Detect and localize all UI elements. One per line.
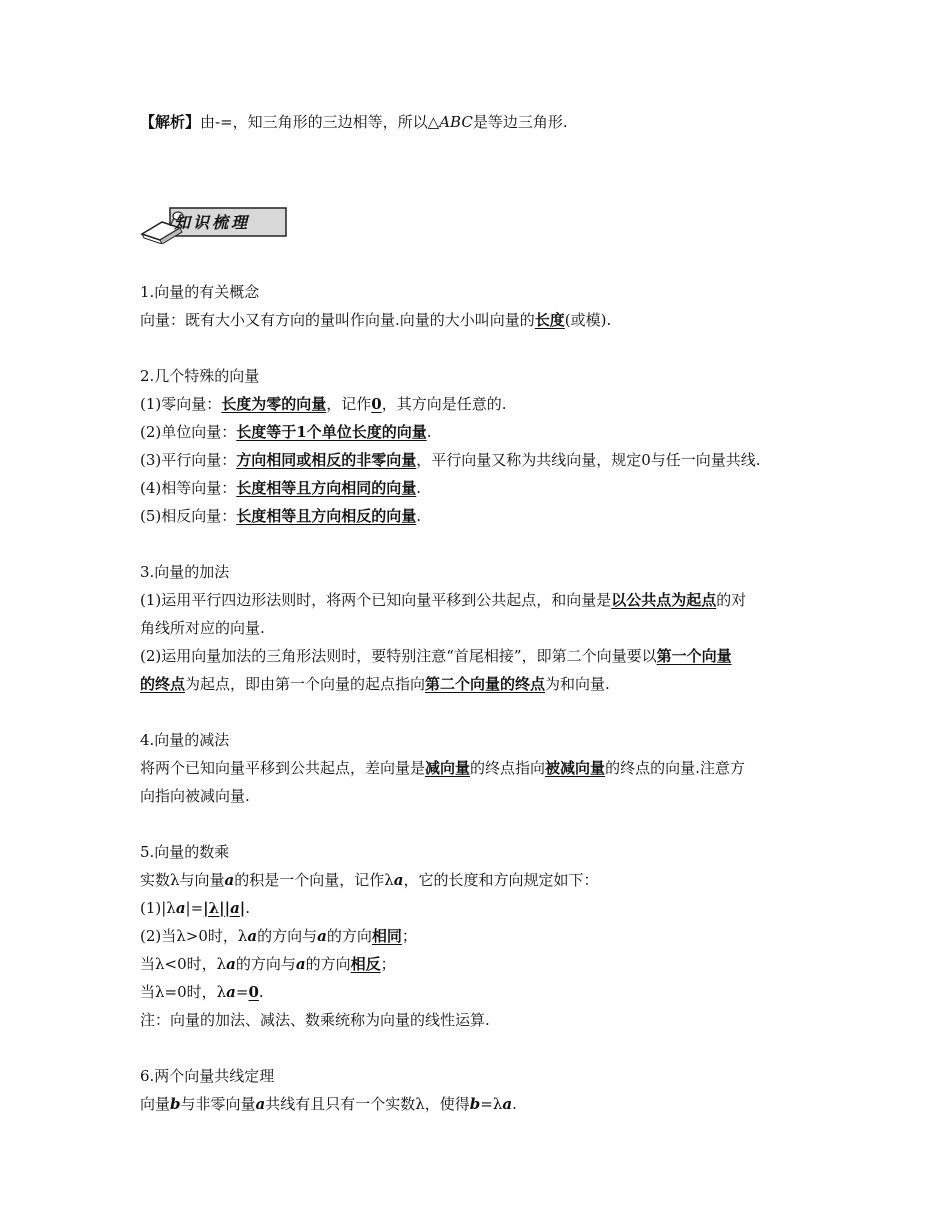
text: (1)|λ	[140, 899, 176, 917]
vector-a: a	[255, 1095, 266, 1113]
paragraph-line	[140, 310, 611, 330]
text: 与非零向量	[180, 1095, 256, 1113]
text: ，记作	[326, 395, 372, 413]
text: (3)平行向量：	[140, 451, 237, 469]
text: (2)当λ>0时，λ	[140, 927, 248, 945]
text: 的对	[716, 591, 747, 609]
paragraph-line	[140, 982, 264, 1002]
vector-a: a	[247, 927, 258, 945]
vector-a: a	[226, 955, 236, 973]
list-item	[140, 422, 431, 442]
answer-blank: 长度相等且方向相反的向量	[236, 507, 417, 525]
vector-a: a	[295, 955, 306, 973]
answer-blank: 相反	[350, 955, 381, 973]
note-line: 注：向量的加法、减法、数乘统称为向量的线性运算.	[140, 1011, 490, 1029]
vector-a: a	[226, 983, 236, 1001]
text: ，平行向量又称为共线向量，规定0与任一向量共线.	[416, 451, 761, 469]
text: (或模).	[564, 311, 612, 329]
text: ，其方向是任意的.	[381, 395, 507, 413]
vector-a: a	[317, 927, 327, 945]
text: 向量	[140, 1095, 171, 1113]
zero-vector-symbol: 0	[371, 395, 382, 413]
paragraph-line	[140, 590, 746, 610]
answer-blank: 长度等于1个单位长度的向量	[236, 423, 427, 441]
paragraph-line	[140, 870, 599, 890]
text: ，它的长度和方向规定如下：	[403, 871, 599, 889]
text: (2)运用向量加法的三角形法则时，要特别注意“首尾相接”，即第二个向量要以	[140, 647, 657, 665]
paragraph-line	[140, 674, 610, 694]
text: (4)相等向量：	[140, 479, 237, 497]
paragraph-line	[140, 1094, 517, 1114]
paragraph-line: 角线所对应的向量.	[140, 619, 265, 637]
text: .	[512, 1095, 517, 1113]
paragraph-line	[140, 898, 250, 918]
paragraph-line: 向指向被减向量.	[140, 787, 250, 805]
text: .	[426, 423, 432, 441]
text: 的积是一个向量，记作λ	[234, 871, 394, 889]
knowledge-summary-logo	[140, 204, 290, 244]
section-heading: 1.向量的有关概念	[140, 283, 260, 301]
section-heading: 5.向量的数乘	[140, 843, 230, 861]
text: .	[258, 983, 264, 1001]
text: =	[235, 983, 249, 1001]
answer-blank: 0	[248, 983, 259, 1001]
text: 的终点指向	[470, 759, 546, 777]
text: 的方向	[326, 927, 372, 945]
text: 当λ<0时，λ	[140, 955, 227, 973]
text: 实数λ与向量	[140, 871, 225, 889]
answer-blank: 被减向量	[545, 759, 606, 777]
answer-blank: 第一个向量	[656, 647, 732, 665]
analysis-tag: 【解析】	[140, 113, 201, 131]
answer-blank: 的终点	[140, 675, 186, 693]
text: 的方向	[305, 955, 351, 973]
text: ；	[401, 927, 417, 945]
text: (1)运用平行四边形法则时，将两个已知向量平移到公共起点，和向量是	[140, 591, 612, 609]
text: (2)单位向量：	[140, 423, 237, 441]
answer-blank: |	[239, 899, 246, 917]
text: 的方向与	[257, 927, 318, 945]
answer-blank: 以公共点为起点	[611, 591, 717, 609]
section-heading: 4.向量的减法	[140, 731, 230, 749]
paragraph-line	[140, 954, 396, 974]
section-heading: 3.向量的加法	[140, 563, 230, 581]
text: 将两个已知向量平移到公共起点，差向量是	[140, 759, 426, 777]
text: 为和向量.	[545, 675, 610, 693]
answer-blank: 长度为零的向量	[221, 395, 327, 413]
answer-blank: 长度	[534, 311, 565, 329]
answer-blank: |λ||	[203, 899, 231, 917]
answer-blank: 减向量	[425, 759, 471, 777]
answer-blank: 长度相等且方向相同的向量	[236, 479, 417, 497]
text: (5)相反向量：	[140, 507, 237, 525]
text: (1)零向量：	[140, 395, 222, 413]
triangle-name: ABC	[439, 113, 473, 131]
vector-a: a	[175, 899, 186, 917]
text: 共线有且只有一个实数λ，使得	[265, 1095, 470, 1113]
logo-title: 知识梳理	[174, 213, 251, 232]
answer-blank: 相同	[371, 927, 402, 945]
vector-b: b	[469, 1095, 481, 1113]
list-item	[140, 394, 507, 414]
analysis-line	[140, 112, 568, 132]
vector-a: a	[393, 871, 404, 889]
text: ；	[380, 955, 396, 973]
paragraph-line	[140, 758, 745, 778]
text: 当λ=0时，λ	[140, 983, 227, 1001]
section-heading: 6.两个向量共线定理	[140, 1067, 275, 1085]
vector-a: a	[502, 1095, 513, 1113]
analysis-text: -=，知三角形的三边相等，所以△	[215, 113, 440, 131]
vector-b: b	[170, 1095, 181, 1113]
vector-a: a	[230, 899, 240, 917]
analysis-text: 是等边三角形.	[472, 113, 568, 131]
text: .	[416, 479, 422, 497]
text: 的方向与	[235, 955, 296, 973]
answer-blank: 第二个向量的终点	[425, 675, 546, 693]
text: .	[245, 899, 251, 917]
list-item	[140, 450, 761, 470]
section-heading: 2.几个特殊的向量	[140, 367, 260, 385]
vector-a: a	[224, 871, 235, 889]
text: |=	[185, 899, 204, 917]
text: =λ	[480, 1095, 503, 1113]
answer-blank: 方向相同或相反的非零向量	[236, 451, 417, 469]
list-item	[140, 478, 421, 498]
list-item	[140, 506, 421, 526]
paragraph-line	[140, 926, 417, 946]
analysis-text: 由	[200, 113, 216, 131]
text: 为起点，即由第一个向量的起点指向	[185, 675, 426, 693]
text: 向量：既有大小又有方向的量叫作向量.向量的大小叫向量的	[140, 311, 535, 329]
paragraph-line	[140, 646, 732, 666]
text: 的终点的向量.注意方	[605, 759, 745, 777]
text: .	[416, 507, 422, 525]
